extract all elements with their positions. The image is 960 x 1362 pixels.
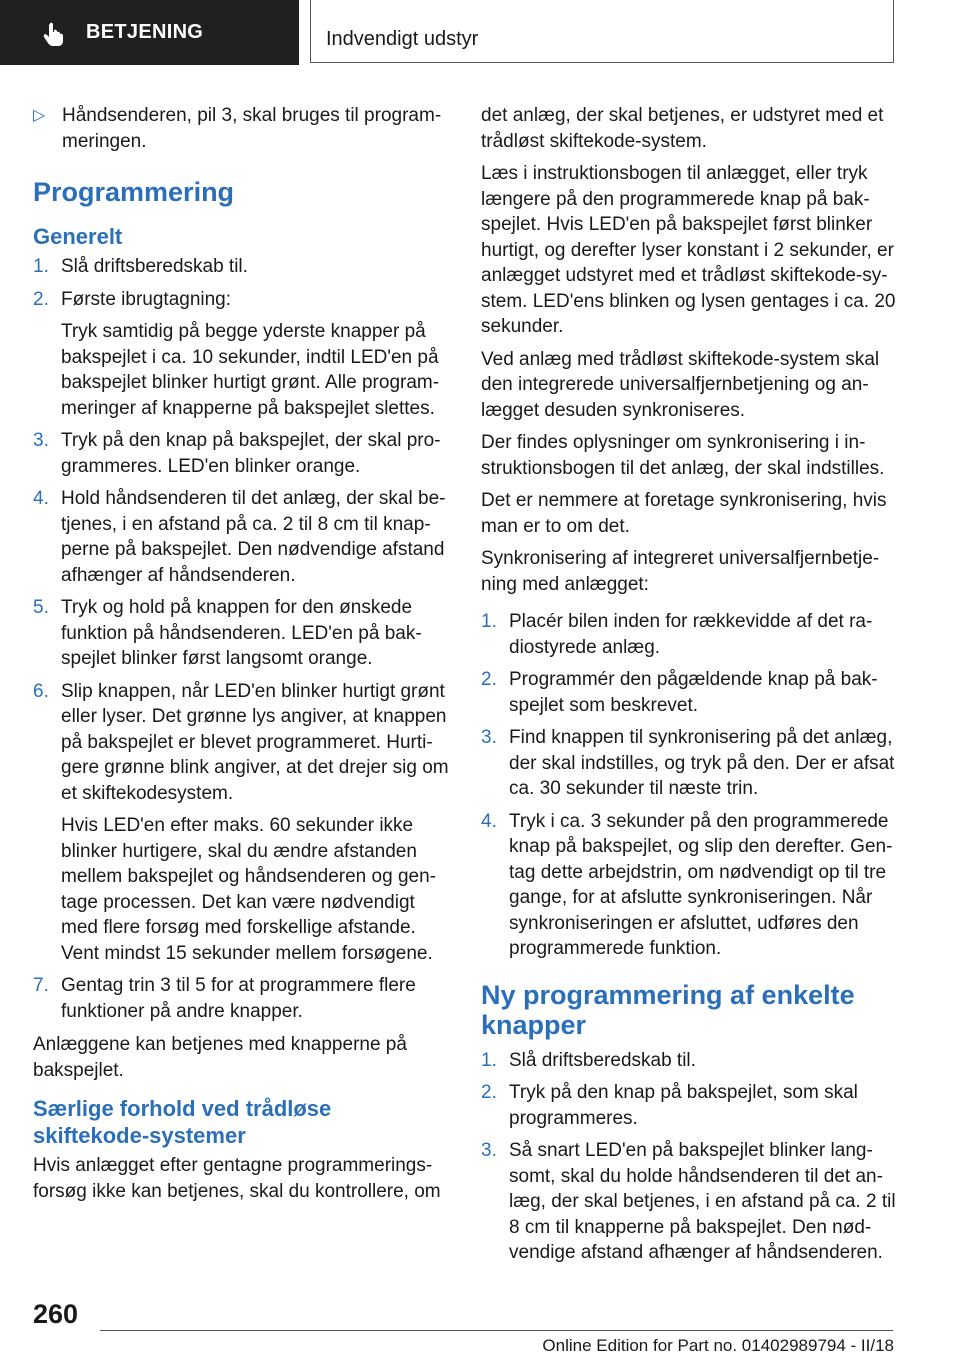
step-text: Slå driftsberedskab til. xyxy=(509,1049,696,1071)
heading-generelt: Generelt xyxy=(33,224,123,249)
chapter-label: BETJENING xyxy=(86,21,204,43)
body-text: Ved anlæg med trådløst skiftekode-system skal den integrerede universalfjernbetjening og anlægget desuden synkroniseres. xyxy=(481,348,880,421)
step-number: 2. xyxy=(33,288,49,310)
step-text: Slå driftsberedskab til. xyxy=(61,256,248,277)
body-text: Der findes oplysninger om synkronisering i instruktionsbogen til det anlæg, der skal indstilles. xyxy=(481,432,885,479)
section-title: Indvendigt udstyr xyxy=(326,28,479,50)
list-item xyxy=(481,809,901,962)
hand-pointer-icon xyxy=(40,20,66,46)
edition-text: Online Edition for Part no. 01402989794 - II/18 xyxy=(542,1336,894,1355)
note xyxy=(33,103,453,154)
step-number: 6. xyxy=(33,680,49,702)
body-text: Læs i instruktionsbogen til anlægget, eller tryk længere på den programmerede knap på bakspejlet. Hvis LED'en på bakspejlet først blinker hurtigt, og derefter lyser konstant i 2 sekunder, er anlægget udstyret med et trådløst skiftekode-system. LED'ens blinken og lysen gentages i ca. 20 sekunder. xyxy=(481,163,896,337)
section-header xyxy=(310,0,894,63)
step-text: Så snart LED'en på bakspejlet blinker langsomt, skal du holde håndsenderen til det anlæg, der skal betjenes, i en afstand på ca. 2 til 8 cm til knapperne på bakspejlet. Den nødvendige afstand afhænger af håndsenderen. xyxy=(509,1140,896,1263)
step-number: 3. xyxy=(33,430,49,451)
step-text: Hold håndsenderen til det anlæg, der skal betjenes, i en afstand på ca. 2 til 8 cm til knapperne på bakspejlet. Den nødvendige afstand afhænger af håndsenderen. xyxy=(61,488,446,586)
body-text: Hvis anlægget efter gentagne programmeringsforsøg ikke kan betjenes, skal du kontrollere, om xyxy=(33,1155,441,1202)
step-text: Første ibrugtagning: xyxy=(61,288,232,310)
step-text: Find knappen til synkronisering på det anlæg, der skal indstilles, og tryk på den. Der er afsat ca. 30 sekunder til næste trin. xyxy=(509,727,895,799)
list-item xyxy=(33,486,453,588)
list-item xyxy=(33,973,453,1024)
step-number: 7. xyxy=(33,975,49,996)
list-item xyxy=(481,725,901,802)
list-item xyxy=(33,428,453,479)
chapter-tab xyxy=(0,0,299,65)
note-text: Håndsenderen, pil 3, skal bruges til programmeringen. xyxy=(62,105,442,152)
triangle-marker-icon: ▷ xyxy=(33,107,46,124)
heading-programmering: Programmering xyxy=(33,177,235,207)
step-number: 5. xyxy=(33,597,49,618)
left-column xyxy=(33,103,453,1211)
step-text: Slip knappen, når LED'en blinker hurtigt grønt eller lyser. Det grønne lys angiver, at knappen på bakspejlet er blevet programmeret. Hurtigere grønne blink angiver, at det drejer sig om et skiftekodesystem. xyxy=(61,680,449,804)
body-text: Det er nemmere at foretage synkronisering, hvis man er to om det. xyxy=(481,490,887,537)
step-number: 1. xyxy=(481,611,497,632)
step-text: Gentag trin 3 til 5 for at programmere flere funktioner på andre knapper. xyxy=(61,975,416,1022)
page-number: 260 xyxy=(33,1299,79,1329)
list-item xyxy=(33,595,453,672)
heading-reprogramming: Ny programmering af enkelte knapper xyxy=(481,979,855,1040)
list-item xyxy=(33,287,453,422)
list-item xyxy=(33,254,453,280)
step-text: Tryk på den knap på bakspejlet, som skal programmeres. xyxy=(509,1082,858,1129)
body-text: det anlæg, der skal betjenes, er udstyret med et trådløst skiftekode-system. xyxy=(481,105,884,152)
step-number: 4. xyxy=(33,488,49,509)
list-item xyxy=(481,609,901,660)
step-text: Tryk i ca. 3 sekunder på den programmerede knap på bakspejlet, og slip den derefter. Gentag dette arbejdstrin, om nødvendigt op til tre gange, for at afslutte synkroniseringen. Når synkroniseringen er afsluttet, udføres den programmerede funktion. xyxy=(509,810,893,959)
step-text: Tryk på den knap på bakspejlet, der skal programmeres. LED'en blinker orange. xyxy=(61,430,441,477)
body-text: Anlæggene kan betjenes med knapperne på bakspejlet. xyxy=(33,1034,407,1081)
step-number: 3. xyxy=(481,727,497,748)
sync-steps xyxy=(481,609,901,962)
step-text: Tryk samtidig på begge yderste knapper på bakspejlet i ca. 10 sekunder, indtil LED'en på bakspejlet blinker hurtigt grønt. Alle programmeringer af knapperne på bakspejlet slettes. xyxy=(61,321,440,419)
step-number: 2. xyxy=(481,1082,497,1103)
list-item xyxy=(481,1138,901,1266)
heading-special-conditions: Særlige forhold ved trådløse skiftekode-systemer xyxy=(33,1096,332,1148)
list-item xyxy=(33,679,453,967)
programming-steps xyxy=(33,254,453,1024)
list-item xyxy=(481,1048,901,1074)
step-number: 4. xyxy=(481,810,497,832)
step-text: Programmér den pågældende knap på bakspejlet som beskrevet. xyxy=(509,669,878,716)
step-text: Placér bilen inden for rækkevidde af det radiostyrede anlæg. xyxy=(509,611,873,658)
step-number: 1. xyxy=(481,1049,497,1071)
step-text: Hvis LED'en efter maks. 60 sekunder ikke blinker hurtigere, skal du ændre afstanden mellem bakspejlet og håndsenderen og gentage processen. Det kan være nødvendigt med flere forsøg med forskellige afstande. Vent mindst 15 sekunder mellem forsøgene. xyxy=(61,815,436,964)
right-column xyxy=(481,103,901,1274)
step-text: Tryk og hold på knappen for den ønskede funktion på håndsenderen. LED'en på bakspejlet blinker først langsomt orange. xyxy=(61,597,422,669)
reprogramming-steps xyxy=(481,1048,901,1266)
list-item xyxy=(481,1080,901,1131)
list-item xyxy=(481,667,901,718)
body-text: Synkronisering af integreret universalfjernbetjening med anlægget: xyxy=(481,548,880,595)
step-number: 2. xyxy=(481,669,497,690)
step-number: 1. xyxy=(33,256,49,277)
footer-divider xyxy=(100,1330,893,1331)
step-number: 3. xyxy=(481,1140,497,1161)
